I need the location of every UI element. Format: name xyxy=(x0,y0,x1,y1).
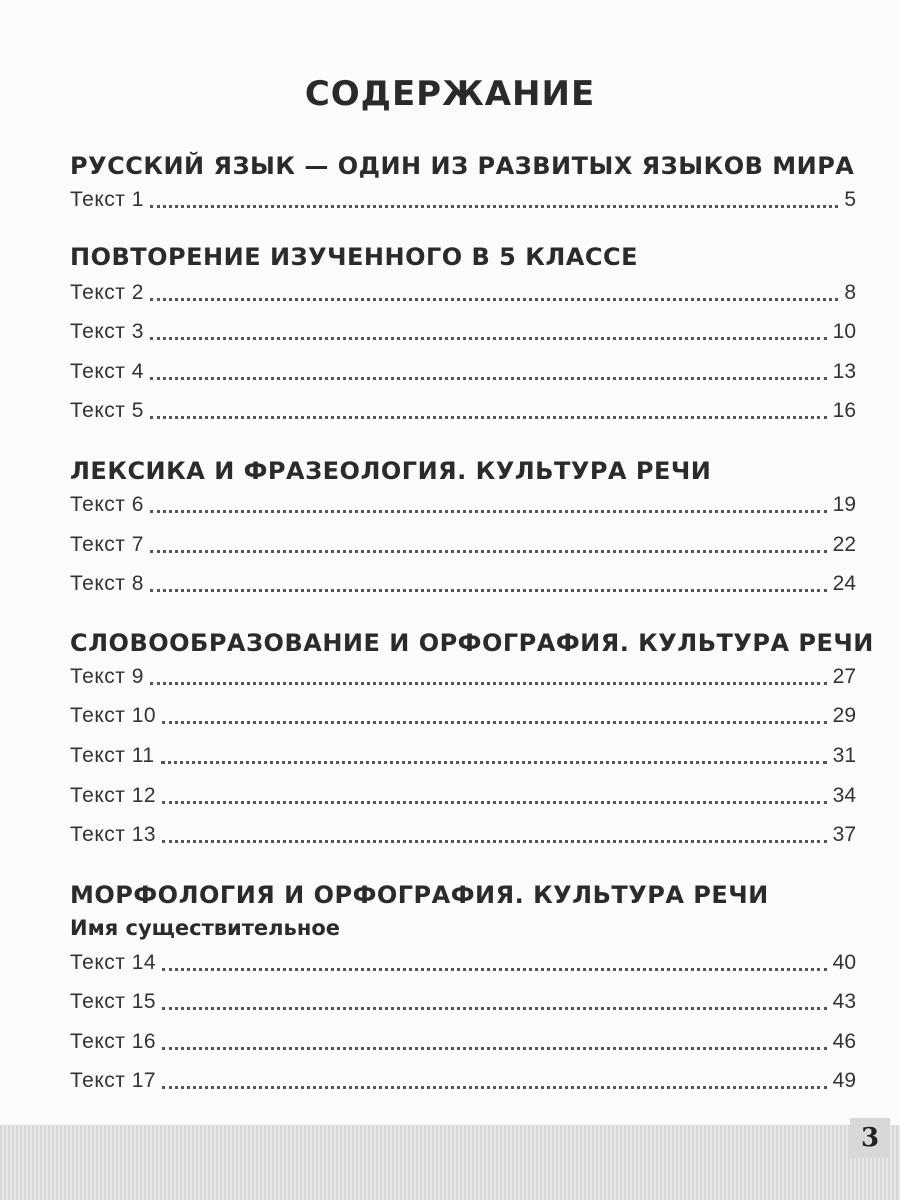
entry-page: 34 xyxy=(832,784,856,807)
entry-page: 10 xyxy=(832,320,856,343)
entry-label: Текст 7 xyxy=(70,533,144,556)
entry-label: Текст 8 xyxy=(70,572,144,595)
toc-entry[interactable] xyxy=(70,1030,856,1056)
entry-page: 8 xyxy=(844,281,856,304)
entry-label: Текст 9 xyxy=(70,665,144,688)
dot-leader xyxy=(150,335,827,340)
entry-page: 16 xyxy=(832,399,856,422)
dot-leader xyxy=(162,1045,827,1050)
dot-leader xyxy=(150,414,827,419)
toc-entry[interactable] xyxy=(70,990,856,1016)
section-heading: РУССКИЙ ЯЗЫК — ОДИН ИЗ РАЗВИТЫХ ЯЗЫКОВ МИРА xyxy=(70,152,855,180)
entry-page: 29 xyxy=(832,704,856,727)
entry-label: Текст 11 xyxy=(70,744,155,767)
dot-leader xyxy=(162,1084,827,1089)
entry-page: 49 xyxy=(832,1069,856,1092)
entry-page: 24 xyxy=(832,572,856,595)
entry-label: Текст 2 xyxy=(70,281,144,304)
toc-entry[interactable] xyxy=(70,572,856,598)
entry-page: 13 xyxy=(832,360,856,383)
dot-leader xyxy=(162,719,827,724)
entry-label: Текст 17 xyxy=(70,1069,157,1092)
entry-label: Текст 14 xyxy=(70,951,157,974)
dot-leader xyxy=(150,680,827,685)
entry-label: Текст 1 xyxy=(70,188,144,211)
dot-leader xyxy=(150,587,827,592)
toc-entry[interactable] xyxy=(70,533,856,559)
dot-leader xyxy=(162,966,827,971)
dot-leader xyxy=(162,1005,827,1010)
toc-entry[interactable] xyxy=(70,320,856,346)
dot-leader xyxy=(161,759,827,764)
entry-label: Текст 3 xyxy=(70,320,144,343)
section-heading: ПОВТОРЕНИЕ ИЗУЧЕННОГО В 5 КЛАССЕ xyxy=(70,243,638,271)
dot-leader xyxy=(162,838,827,843)
toc-entry[interactable] xyxy=(70,281,856,307)
page-number: 3 xyxy=(850,1118,890,1158)
dot-leader xyxy=(150,296,838,301)
subsection-heading: Имя существительное xyxy=(70,916,341,940)
toc-entry[interactable] xyxy=(70,704,856,730)
entry-label: Текст 13 xyxy=(70,823,157,846)
entry-page: 31 xyxy=(832,744,856,767)
page-title: СОДЕРЖАНИЕ xyxy=(304,74,596,114)
entry-label: Текст 5 xyxy=(70,399,144,422)
dot-leader xyxy=(150,508,827,513)
toc-entry[interactable] xyxy=(70,188,856,214)
toc-entry[interactable] xyxy=(70,744,856,770)
toc-entry[interactable] xyxy=(70,951,856,977)
entry-label: Текст 10 xyxy=(70,704,157,727)
section-heading: МОРФОЛОГИЯ И ОРФОГРАФИЯ. КУЛЬТУРА РЕЧИ xyxy=(70,881,769,909)
entry-page: 43 xyxy=(832,990,856,1013)
section-heading: СЛОВООБРАЗОВАНИЕ И ОРФОГРАФИЯ. КУЛЬТУРА РЕЧИ xyxy=(70,629,874,657)
entry-page: 40 xyxy=(832,951,856,974)
entry-label: Текст 15 xyxy=(70,990,157,1013)
section-heading: ЛЕКСИКА И ФРАЗЕОЛОГИЯ. КУЛЬТУРА РЕЧИ xyxy=(70,457,712,485)
dot-leader xyxy=(150,548,827,553)
toc-entry[interactable] xyxy=(70,823,856,849)
entry-page: 5 xyxy=(844,188,856,211)
toc-entry[interactable] xyxy=(70,1069,856,1095)
toc-entry[interactable] xyxy=(70,665,856,691)
toc-entry[interactable] xyxy=(70,360,856,386)
dot-leader xyxy=(162,799,827,804)
entry-page: 27 xyxy=(832,665,856,688)
entry-label: Текст 16 xyxy=(70,1030,157,1053)
toc-entry[interactable] xyxy=(70,399,856,425)
dot-leader xyxy=(150,203,838,208)
footer-band xyxy=(0,1125,900,1200)
entry-page: 37 xyxy=(832,823,856,846)
entry-label: Текст 6 xyxy=(70,493,144,516)
entry-page: 19 xyxy=(832,493,856,516)
toc-entry[interactable] xyxy=(70,784,856,810)
entry-page: 22 xyxy=(832,533,856,556)
entry-page: 46 xyxy=(832,1030,856,1053)
entry-label: Текст 4 xyxy=(70,360,144,383)
dot-leader xyxy=(150,375,827,380)
entry-label: Текст 12 xyxy=(70,784,157,807)
toc-entry[interactable] xyxy=(70,493,856,519)
